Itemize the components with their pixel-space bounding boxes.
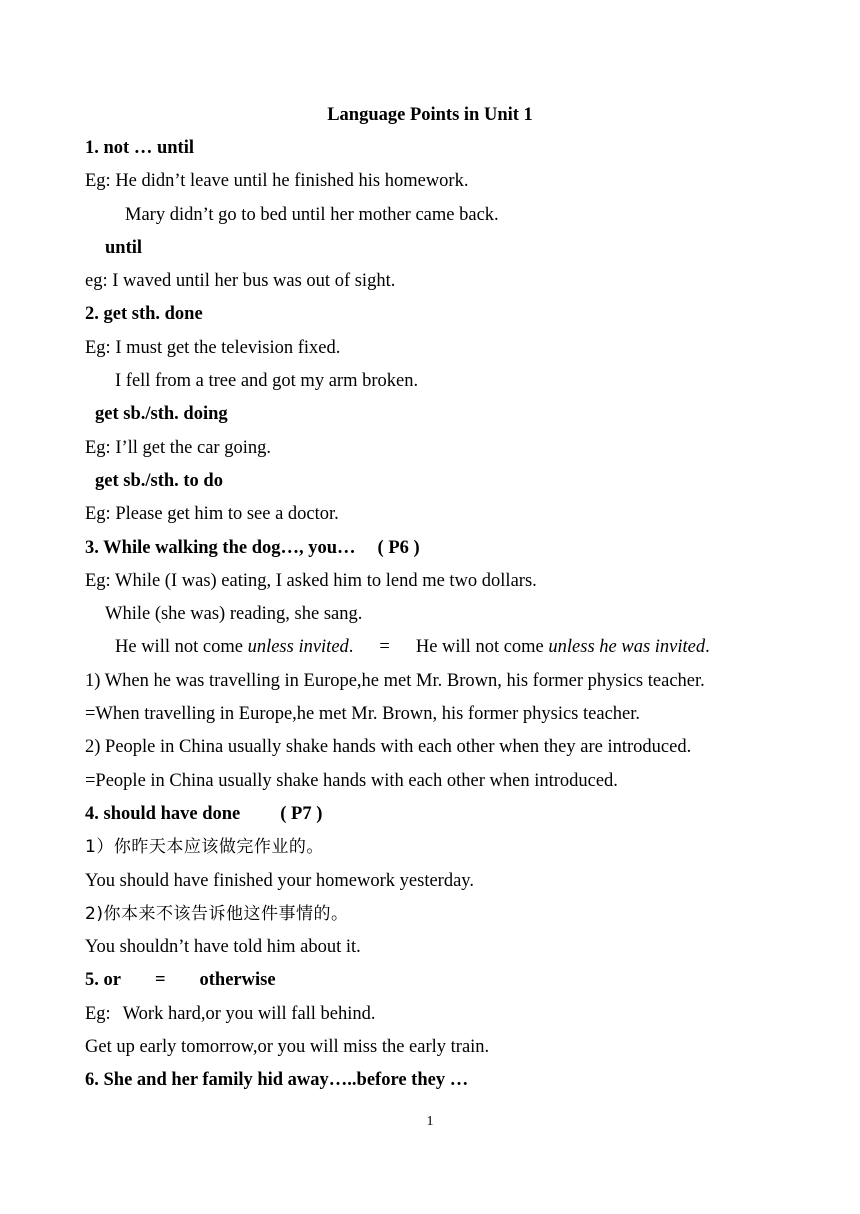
chinese-sentence: 1）你昨天本应该做完作业的。 bbox=[85, 837, 324, 858]
heading-get-sth-done: 2. get sth. done bbox=[85, 304, 203, 325]
heading-not-until: 1. not … until bbox=[85, 138, 194, 158]
heading-text: 3. While walking the dog…, you… bbox=[85, 537, 356, 558]
example-line: You shouldn’t have told him about it. bbox=[85, 937, 361, 958]
example-line: I fell from a tree and got my arm broken. bbox=[115, 371, 419, 392]
subheading-get-doing: get sb./sth. doing bbox=[95, 404, 228, 425]
example-line: Eg: Please get him to see a doctor. bbox=[85, 504, 339, 525]
document-body bbox=[85, 134, 825, 1100]
example-line: You should have finished your homework yesterday. bbox=[85, 870, 474, 891]
example-line: eg: I waved until her bus was out of sight. bbox=[85, 271, 396, 292]
page-number: 1 bbox=[426, 1114, 434, 1129]
example-line: Eg: He didn’t leave until he finished his homework. bbox=[85, 171, 469, 192]
example-line: 2) People in China usually shake hands with each other when they are introduced. bbox=[85, 737, 692, 758]
example-line: Get up early tomorrow,or you will miss the early train. bbox=[85, 1037, 490, 1058]
subheading-get-to-do: get sb./sth. to do bbox=[95, 470, 223, 491]
example-line: While (she was) reading, she sang. bbox=[105, 604, 363, 625]
italic-phrase: unless he was invited bbox=[548, 637, 706, 658]
example-line: Eg: While (I was) eating, I asked him to lend me two dollars. bbox=[85, 570, 537, 591]
heading-while-walking bbox=[85, 534, 825, 567]
example-line: Mary didn’t go to bed until her mother came back. bbox=[125, 204, 499, 225]
heading-hid-away: 6. She and her family hid away…..before they … bbox=[85, 1070, 469, 1091]
example-line: Eg: I’ll get the car going. bbox=[85, 437, 271, 458]
example-line: =People in China usually shake hands with each other when introduced. bbox=[85, 770, 618, 791]
heading-text: 4. should have done bbox=[85, 803, 241, 824]
example-line: Eg: Work hard,or you will fall behind. bbox=[85, 1003, 376, 1024]
page-reference: ( P7 ) bbox=[280, 803, 323, 824]
chinese-sentence: 2)你本来不该告诉他这件事情的。 bbox=[85, 903, 349, 924]
equals-sign: = bbox=[379, 637, 390, 658]
equals-sign: = bbox=[154, 970, 166, 991]
heading-or-otherwise: 5. or = otherwise bbox=[85, 970, 276, 991]
heading-should-have-done bbox=[85, 800, 825, 833]
comparison-line: He will not come unless invited. = He will not come unless he was invited. bbox=[115, 637, 710, 658]
example-line: Eg: I must get the television fixed. bbox=[85, 337, 341, 358]
document-title: Language Points in Unit 1 bbox=[327, 105, 533, 125]
example-line: 1) When he was travelling in Europe,he met Mr. Brown, his former physics teacher. bbox=[85, 670, 705, 691]
page-reference: ( P6 ) bbox=[377, 537, 420, 558]
example-line: =When travelling in Europe,he met Mr. Brown, his former physics teacher. bbox=[85, 704, 641, 725]
subheading-until: until bbox=[105, 237, 143, 258]
italic-phrase: unless invited bbox=[247, 637, 349, 658]
